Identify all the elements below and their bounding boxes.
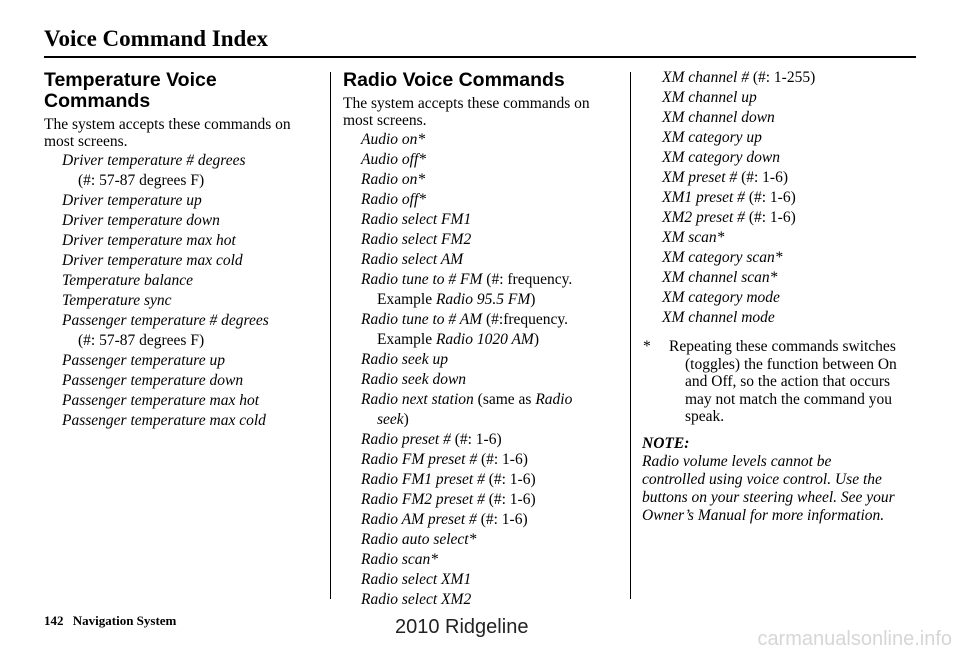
command-text: Radio select AM xyxy=(361,251,464,268)
note-line: Radio volume levels cannot be xyxy=(642,452,832,470)
footnote-continuation: and Off, so the action that occurs xyxy=(685,373,891,390)
xm-command-item xyxy=(662,168,918,188)
radio-command-item xyxy=(361,250,621,270)
temperature-heading-text: Temperature Voice Commands xyxy=(44,69,217,112)
command-text: Radio seek down xyxy=(361,371,467,388)
command-text: Audio on* xyxy=(361,131,426,148)
xm-command-item xyxy=(662,268,918,288)
temperature-command-item xyxy=(62,391,319,411)
command-text: XM category mode xyxy=(662,289,780,306)
example-label: Example xyxy=(377,331,436,348)
radio-intro: The system accepts these commands on most screens. xyxy=(343,95,590,129)
example-end: ) xyxy=(530,291,536,308)
command-text: Passenger temperature max hot xyxy=(62,392,260,409)
command-text: Passenger temperature max cold xyxy=(62,412,266,429)
radio-command-item xyxy=(361,570,621,590)
command-text: Radio next station xyxy=(361,391,474,408)
command-text: Radio select FM2 xyxy=(361,231,472,248)
command-text: Driver temperature down xyxy=(62,212,220,229)
model-watermark: 2010 Ridgeline xyxy=(395,616,529,638)
radio-command-item xyxy=(361,170,621,190)
radio-heading: Radio Voice Commands xyxy=(343,69,565,91)
temperature-command-item xyxy=(62,311,319,351)
site-watermark: carmanualsonline.info xyxy=(757,628,952,650)
command-example xyxy=(361,410,621,430)
xm-command-item xyxy=(662,128,918,148)
command-text: XM preset # xyxy=(662,169,738,186)
xm-command-list xyxy=(642,68,918,328)
radio-command-item xyxy=(361,370,621,390)
radio-command-item xyxy=(361,270,621,310)
example-value: Radio 95.5 FM xyxy=(435,291,531,308)
xm-commands-column xyxy=(642,68,918,525)
note-line: Owner’s Manual for more information. xyxy=(642,506,885,524)
command-text: Passenger temperature # degrees xyxy=(62,312,269,329)
command-text: Radio tune to # AM xyxy=(361,311,483,328)
command-text: XM channel up xyxy=(662,89,757,106)
radio-command-item xyxy=(361,510,621,530)
radio-command-item xyxy=(361,430,621,450)
command-suffix: (#: 1-6) xyxy=(744,189,796,206)
command-text: Radio AM preset # xyxy=(361,511,477,528)
page-number: 142 xyxy=(44,613,64,628)
page-footer xyxy=(44,613,176,629)
note-line: buttons on your steering wheel. See your xyxy=(642,488,895,506)
command-suffix: (#: 1-6) xyxy=(450,431,502,448)
radio-command-item xyxy=(361,130,621,150)
command-text: Radio seek up xyxy=(361,351,448,368)
xm-command-item xyxy=(662,188,918,208)
xm-command-item xyxy=(662,248,918,268)
command-suffix: (same as xyxy=(473,391,536,408)
radio-command-item xyxy=(361,450,621,470)
note-line: controlled using voice control. Use the xyxy=(642,470,882,488)
command-text: Radio scan* xyxy=(361,551,439,568)
command-suffix: (#: 1-6) xyxy=(476,511,528,528)
example-value: Radio 1020 AM xyxy=(435,331,534,348)
command-suffix: (#:frequency. xyxy=(482,311,569,328)
command-suffix: (#: frequency. xyxy=(482,271,573,288)
command-text: Passenger temperature down xyxy=(62,372,244,389)
note-body xyxy=(642,453,918,525)
command-text: Radio FM2 preset # xyxy=(361,491,485,508)
command-text: Radio select FM1 xyxy=(361,211,472,228)
command-text: XM category down xyxy=(662,149,780,166)
command-text: Radio off* xyxy=(361,191,427,208)
command-text: Radio select XM2 xyxy=(361,591,472,608)
footnote xyxy=(642,338,918,426)
xm-command-item xyxy=(662,308,918,328)
command-text: XM channel mode xyxy=(662,309,775,326)
command-example xyxy=(361,290,621,310)
footnote-line: Repeating these commands switches xyxy=(669,338,896,355)
command-text: XM2 preset # xyxy=(662,209,745,226)
temperature-command-item xyxy=(62,351,319,371)
example-end: ) xyxy=(533,331,540,348)
radio-command-item xyxy=(361,230,621,250)
command-text: XM category scan* xyxy=(662,249,783,266)
xm-command-item xyxy=(662,88,918,108)
column-divider-right xyxy=(630,72,631,599)
command-text: XM category up xyxy=(662,129,762,146)
command-text: Driver temperature max cold xyxy=(62,252,243,269)
command-suffix: (#: 1-6) xyxy=(484,491,536,508)
radio-command-item xyxy=(361,490,621,510)
radio-command-item xyxy=(361,530,621,550)
radio-command-item xyxy=(361,150,621,170)
title-rule xyxy=(44,56,916,58)
example-label: Example xyxy=(377,291,436,308)
command-example xyxy=(361,330,621,350)
temperature-command-item xyxy=(62,271,319,291)
temperature-command-item xyxy=(62,291,319,311)
temperature-command-item xyxy=(62,411,319,431)
command-text: Radio preset # xyxy=(361,431,451,448)
command-text: Audio off* xyxy=(361,151,427,168)
footnote-continuation: (toggles) the function between On xyxy=(685,355,897,373)
temperature-command-item xyxy=(62,371,319,391)
temperature-command-item xyxy=(62,191,319,211)
temperature-intro: The system accepts these commands on most screens. xyxy=(44,116,291,150)
command-range: (#: 57-87 degrees F) xyxy=(78,332,205,349)
command-text: Radio FM1 preset # xyxy=(361,471,485,488)
command-suffix: (#: 1-6) xyxy=(744,209,796,226)
xm-command-item xyxy=(662,148,918,168)
xm-command-item xyxy=(662,288,918,308)
command-text: XM channel scan* xyxy=(662,269,778,286)
command-suffix: (#: 1-255) xyxy=(748,69,816,86)
temperature-command-item xyxy=(62,231,319,251)
radio-command-item xyxy=(361,210,621,230)
temperature-command-item xyxy=(62,151,319,191)
command-text: Radio auto select* xyxy=(361,531,477,548)
command-text: Radio on* xyxy=(361,171,426,188)
radio-command-item xyxy=(361,350,621,370)
command-text: XM1 preset # xyxy=(662,189,745,206)
command-suffix: (#: 1-6) xyxy=(737,169,788,186)
temperature-command-list xyxy=(44,151,319,431)
command-text: XM scan* xyxy=(662,229,725,246)
example-value: seek xyxy=(377,411,404,428)
radio-command-item xyxy=(361,590,621,610)
radio-command-item xyxy=(361,390,621,430)
command-text: Passenger temperature up xyxy=(62,352,226,369)
command-text: Temperature balance xyxy=(62,272,194,289)
page-title: Voice Command Index xyxy=(44,26,269,51)
radio-command-list xyxy=(343,130,621,610)
command-text: XM channel down xyxy=(662,109,775,126)
radio-commands-column xyxy=(343,70,621,610)
command-text: Driver temperature # degrees xyxy=(62,152,246,169)
xm-command-item xyxy=(662,108,918,128)
note-label: NOTE: xyxy=(642,434,690,452)
command-text: Driver temperature max hot xyxy=(62,232,236,249)
radio-command-item xyxy=(361,310,621,350)
radio-command-item xyxy=(361,190,621,210)
temperature-command-item xyxy=(62,211,319,231)
footnote-continuation: speak. xyxy=(685,408,725,425)
command-text: Radio FM preset # xyxy=(361,451,478,468)
footnote-continuation: may not match the command you xyxy=(685,390,893,408)
command-suffix-italic: Radio xyxy=(535,391,573,408)
command-text: Driver temperature up xyxy=(62,192,202,209)
example-end: ) xyxy=(403,411,409,428)
xm-command-item xyxy=(662,228,918,248)
temperature-command-item xyxy=(62,251,319,271)
section-name: Navigation System xyxy=(72,613,177,628)
xm-command-item xyxy=(662,68,918,88)
temperature-heading xyxy=(44,70,319,112)
temperature-commands-column xyxy=(44,70,319,431)
radio-command-item xyxy=(361,550,621,570)
command-range: (#: 57-87 degrees F) xyxy=(78,172,205,189)
command-suffix: (#: 1-6) xyxy=(477,451,528,468)
command-text: XM channel # xyxy=(662,69,749,86)
command-text: Temperature sync xyxy=(62,292,172,309)
xm-command-item xyxy=(662,208,918,228)
radio-command-item xyxy=(361,470,621,490)
column-divider-left xyxy=(330,72,331,599)
footnote-mark: * xyxy=(643,338,651,355)
command-text: Radio select XM1 xyxy=(361,571,472,588)
command-suffix: (#: 1-6) xyxy=(484,471,536,488)
command-text: Radio tune to # FM xyxy=(361,271,483,288)
